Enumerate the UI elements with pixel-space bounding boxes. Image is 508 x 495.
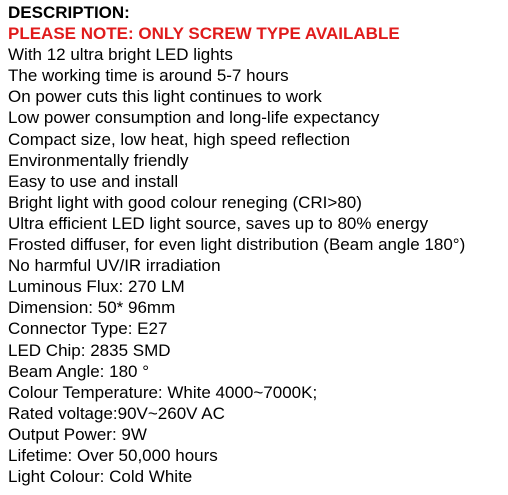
- feature-line: Environmentally friendly: [8, 150, 189, 170]
- feature-line: Bright light with good colour reneging (CRI>80): [8, 192, 362, 212]
- spec-dimension: Dimension: 50* 96mm: [8, 298, 176, 318]
- feature-line: The working time is around 5-7 hours: [8, 66, 289, 86]
- feature-line: Low power consumption and long-life expectancy: [8, 108, 380, 128]
- screw-type-notice: PLEASE NOTE: ONLY SCREW TYPE AVAILABLE: [8, 24, 400, 44]
- feature-line: Ultra efficient LED light source, saves up to 80% energy: [8, 213, 429, 233]
- feature-line: With 12 ultra bright LED lights: [8, 45, 233, 65]
- spec-led-chip: LED Chip: 2835 SMD: [8, 340, 171, 360]
- spec-connector-type: Connector Type: E27: [8, 319, 168, 339]
- spec-colour-temperature: Colour Temperature: White 4000~7000K;: [8, 382, 318, 402]
- spec-luminous-flux: Luminous Flux: 270 LM: [8, 277, 185, 297]
- spec-light-colour: Light Colour: Cold White: [8, 467, 193, 487]
- feature-line: Easy to use and install: [8, 171, 179, 191]
- spec-output-power: Output Power: 9W: [8, 424, 147, 444]
- spec-beam-angle: Beam Angle: 180 °: [8, 361, 150, 381]
- feature-line: On power cuts this light continues to work: [8, 87, 322, 107]
- spec-lifetime: Lifetime: Over 50,000 hours: [8, 445, 218, 465]
- feature-line: Compact size, low heat, high speed reflection: [8, 129, 351, 149]
- spec-rated-voltage: Rated voltage:90V~260V AC: [8, 403, 225, 423]
- description-heading: DESCRIPTION:: [8, 3, 130, 22]
- feature-line: No harmful UV/IR irradiation: [8, 256, 221, 276]
- feature-line: Frosted diffuser, for even light distribution (Beam angle 180°): [8, 235, 466, 255]
- product-description: [8, 2, 508, 487]
